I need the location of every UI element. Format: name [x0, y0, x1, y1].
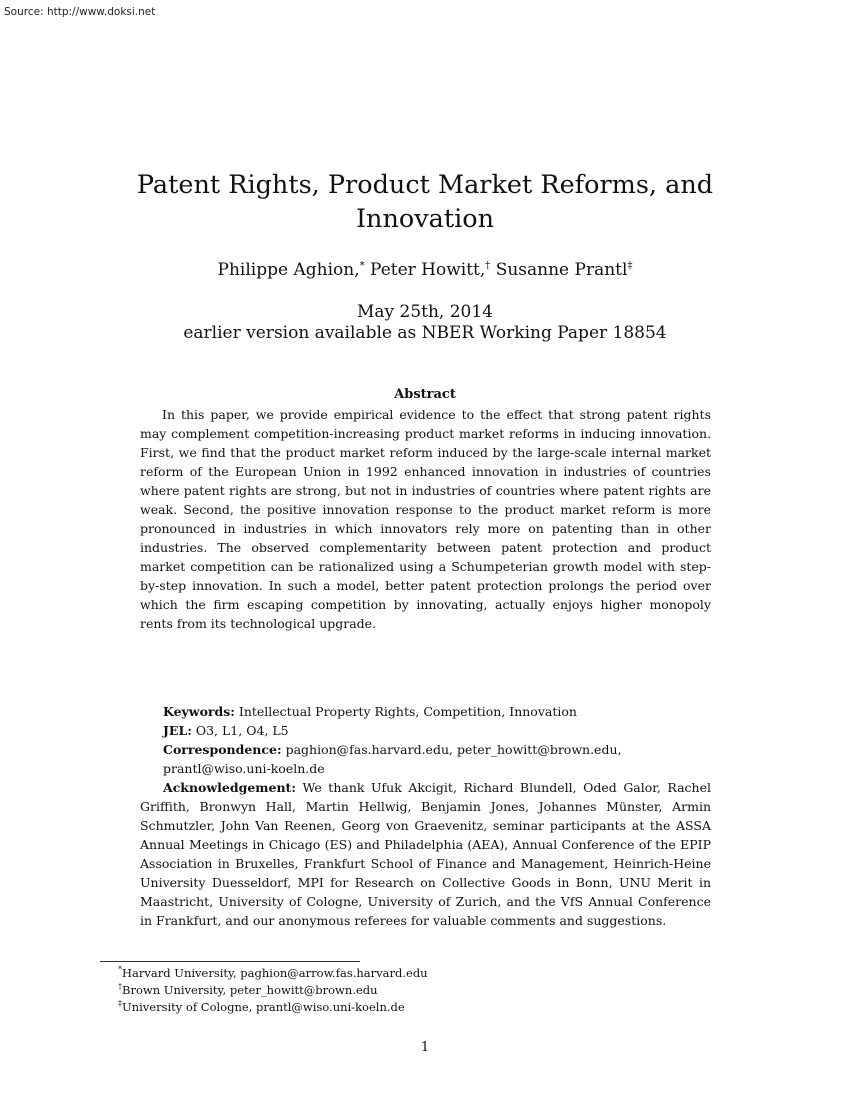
keywords-label: Keywords: — [163, 704, 235, 719]
author-mark-3: ‡ — [627, 260, 633, 272]
footnote-text-2: Brown University, peter_howitt@brown.edu — [122, 983, 378, 997]
jel-value: O3, L1, O4, L5 — [195, 723, 289, 738]
paper-title — [100, 168, 750, 236]
keywords-value: Intellectual Property Rights, Competition, Innovation — [238, 704, 577, 719]
version-note: earlier version available as NBER Working Paper 18854 — [183, 323, 667, 343]
jel-label: JEL: — [163, 723, 192, 738]
page-number: 1 — [420, 1040, 430, 1055]
date-block — [100, 302, 750, 344]
author-mark-2: † — [485, 260, 491, 272]
footnote-text-1: Harvard University, paghion@arrow.fas.harvard.edu — [122, 966, 428, 980]
footnote-mark-2: † — [118, 982, 122, 992]
source-url: Source: http://www.doksi.net — [4, 6, 156, 18]
correspondence-label: Correspondence: — [163, 742, 282, 757]
paper-date: May 25th, 2014 — [356, 302, 494, 322]
acknowledgement-label: Acknowledgement: — [163, 780, 296, 795]
acknowledgement-paragraph — [140, 778, 711, 930]
correspondence-line — [140, 740, 711, 778]
footnote-mark-1: * — [118, 965, 122, 975]
abstract-text: In this paper, we provide empirical evidence to the effect that strong patent rights may complement competition-increasing product market reforms in inducing innovation. First, we find that the product market reform induced by the large-scale internal market reform of the European Union in 1992 enhanced innovation in industries of countries where patent rights are strong, but not in industries of countries where patent rights are weak. Second, the positive innovation response to the product market reform is more pronounced in industries in which innovators rely more on patenting than in other industries. The observed complementarity between patent protection and product market competition can be rationalized using a Schumpeterian growth model with step-by-step innovation. In such a model, better patent protection prolongs the period over which the firm escaping competition by innovating, actually enjoys higher monopoly rents from its technological upgrade. — [140, 407, 711, 631]
abstract-heading: Abstract — [394, 387, 456, 402]
footnote-rule — [100, 961, 360, 962]
footnote-2 — [118, 982, 428, 999]
author-howitt: Peter Howitt, — [370, 260, 486, 280]
author-prantl: Susanne Prantl — [495, 260, 628, 280]
authors — [100, 260, 750, 280]
footnote-mark-3: ‡ — [118, 999, 122, 1009]
metadata-block — [140, 702, 711, 930]
footnote-text-3: University of Cologne, prantl@wiso.uni-koeln.de — [122, 1000, 405, 1014]
title-line-2: Innovation — [355, 204, 495, 234]
acknowledgement-text: We thank Ufuk Akcigit, Richard Blundell, Oded Galor, Rachel Griffith, Bronwyn Hall, Martin Hellwig, Benjamin Jones, Johannes Münster, Armin Schmutzler, John Van Reenen, Georg von Graevenitz, seminar participants at the ASSA Annual Meetings in Chicago (ES) and Philadelphia (AEA), Annual Conference of the EPIP Association in Bruxelles, Frankfurt School of Finance and Management, Heinrich-Heine University Duesseldorf, MPI for Research on Collective Goods in Bonn, UNU Merit in Maastricht, University of Cologne, University of Zurich, and the VfS Annual Conference in Frankfurt, and our anonymous referees for valuable comments and suggestions. — [140, 780, 711, 928]
correspondence-value: paghion@fas.harvard.edu, peter_howitt@brown.edu, prantl@wiso.uni-koeln.de — [163, 742, 622, 776]
keywords-line — [140, 702, 711, 721]
author-aghion: Philippe Aghion, — [217, 260, 360, 280]
footnote-1 — [118, 965, 428, 982]
author-mark-1: * — [359, 260, 365, 272]
title-line-1: Patent Rights, Product Market Reforms, and — [136, 170, 714, 200]
footnote-3 — [118, 999, 428, 1016]
jel-line — [140, 721, 711, 740]
footnotes — [118, 965, 428, 1016]
